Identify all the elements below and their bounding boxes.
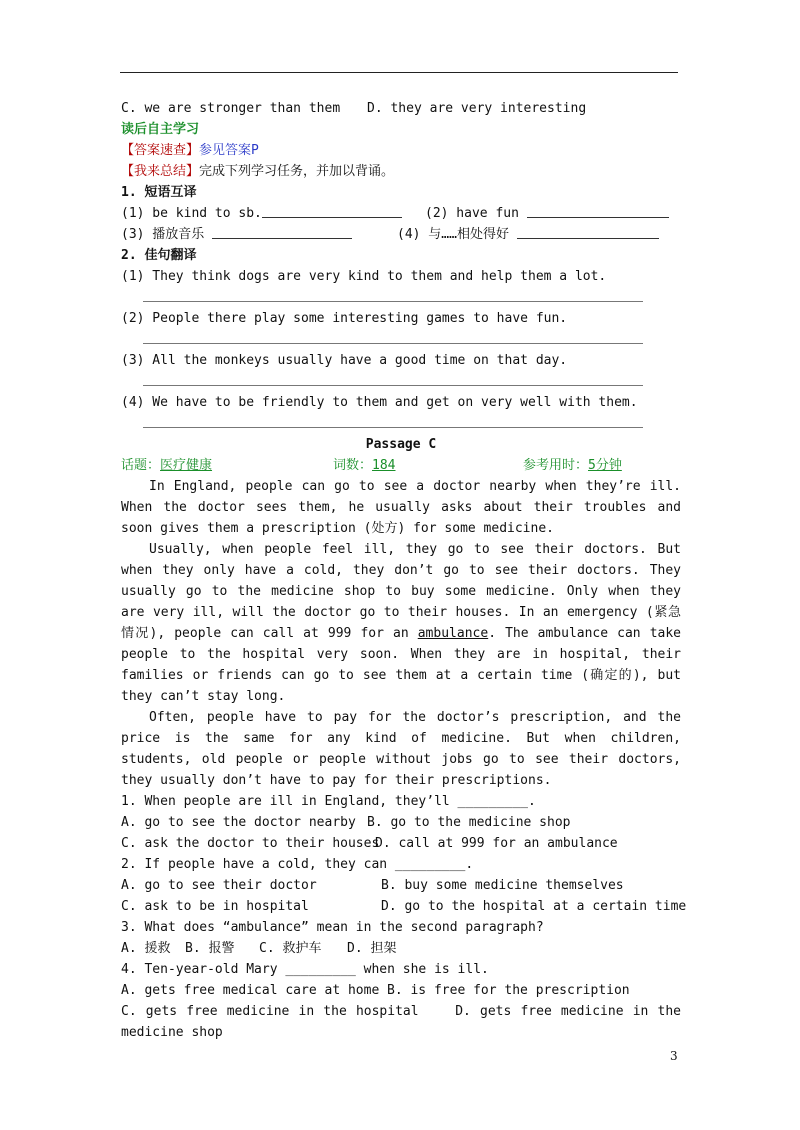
summary-tag: 【我来总结】	[121, 164, 200, 179]
q2-option-c: C. ask to be in hospital	[121, 899, 309, 914]
ambulance-term: ambulance	[417, 626, 489, 641]
q1-options-cd	[121, 833, 681, 854]
paragraph-2	[121, 539, 681, 707]
paragraph-2-a: Usually, when people feel ill, they go to see their doctors. But when they only have a cold, they don’t go to see their doctors. They usually go to the medicine shop to buy some medicine. Only when they are very ill, will the doctor go to their houses. In an emergency (紧急情况), people can call at 999 for an	[121, 542, 681, 641]
answer-check	[121, 140, 681, 161]
words-value: 184	[372, 458, 396, 473]
topic-value: 医疗健康	[160, 458, 213, 473]
sentence-3: (3) All the monkeys usually have a good time on that day.	[121, 353, 568, 368]
q2-option-a: A. go to see their doctor	[121, 878, 317, 893]
q3-option-c: C. 救护车	[259, 941, 322, 956]
paragraph-2-b: . The ambulance can take people to the hospital very soon. When they are in hospital, their families or friends can go to see them at a certain time (确定的), but they can’t stay long.	[121, 626, 682, 704]
time-value: 5分钟	[588, 458, 622, 473]
header-rule	[120, 72, 678, 73]
words-label: 词数：	[333, 458, 373, 473]
q3-options	[121, 938, 681, 959]
q2-option-d: D. go to the hospital at a certain time	[381, 899, 687, 914]
q2-option-b: B. buy some medicine themselves	[381, 878, 624, 893]
time-label: 参考用时：	[523, 458, 589, 473]
answer-line[interactable]	[121, 413, 681, 434]
answer-blank[interactable]	[517, 225, 659, 239]
q4-option-b: B. is free for the prescription	[387, 983, 630, 998]
sentence-1: (1) They think dogs are very kind to them and help them a lot.	[121, 269, 607, 284]
q2-options-cd	[121, 896, 687, 917]
phrase-4: (4) 与……相处得好	[397, 227, 509, 242]
phrase-2: (2) have fun	[425, 206, 519, 221]
q1-option-b: B. go to the medicine shop	[367, 815, 571, 830]
q1-option-d: D. call at 999 for an ambulance	[375, 836, 618, 851]
q3-option-d: D. 担架	[347, 941, 397, 956]
page-number: 3	[670, 1049, 678, 1063]
q4-options-cd	[121, 1001, 681, 1043]
question-3: 3. What does “ambulance” mean in the second paragraph?	[121, 920, 544, 935]
q3-option-b: B. 报警	[185, 941, 235, 956]
phrases-row-2	[121, 224, 681, 245]
question-4: 4. Ten-year-old Mary _________ when she is ill.	[121, 962, 489, 977]
sentences-heading: 2. 佳句翻译	[121, 248, 197, 263]
q2-options-ab	[121, 875, 681, 896]
answer-line[interactable]	[121, 287, 681, 308]
q4-option-c: C. gets free medicine in the hospital	[121, 1004, 419, 1019]
question-1: 1. When people are ill in England, they’ll _________.	[121, 794, 536, 809]
top-options-row	[121, 98, 681, 119]
sentence-2: (2) People there play some interesting games to have fun.	[121, 311, 568, 326]
phrases-row-1	[121, 203, 681, 224]
q4-options-ab	[121, 980, 681, 1001]
answer-blank[interactable]	[212, 225, 352, 239]
paragraph-3: Often, people have to pay for the doctor’s prescription, and the price is the same for any kind of medicine. But when children, students, old people or people without jobs go to see their doctors, they usually don’t have to pay for their prescriptions.	[121, 710, 681, 788]
passage-title: Passage C	[365, 437, 437, 452]
option-d: D. they are very interesting	[367, 101, 587, 116]
q1-option-c: C. ask the doctor to their houses	[121, 836, 380, 851]
q4-option-a: A. gets free medical care at home	[121, 983, 380, 998]
q1-options-ab	[121, 812, 681, 833]
answer-blank[interactable]	[262, 204, 402, 218]
answer-line[interactable]	[121, 329, 681, 350]
answer-check-tag: 【答案速查】	[121, 143, 200, 158]
summary	[121, 161, 681, 182]
q3-option-a: A. 援救	[121, 941, 171, 956]
answer-line[interactable]	[121, 371, 681, 392]
passage-meta	[121, 455, 681, 476]
phrases-heading: 1. 短语互译	[121, 185, 197, 200]
sentence-4: (4) We have to be friendly to them and get on very well with them.	[121, 395, 638, 410]
question-2: 2. If people have a cold, they can _________.	[121, 857, 474, 872]
phrase-1: (1) be kind to sb.	[121, 206, 262, 221]
document-page	[121, 98, 687, 1043]
q4-option-d: D. gets free medicine in the medicine shop	[121, 1004, 681, 1040]
paragraph-1: In England, people can go to see a doctor nearby when they’re ill. When the doctor sees them, he usually asks about their troubles and soon gives them a prescription (处方) for some medicine.	[121, 479, 681, 536]
phrase-3: (3) 播放音乐	[121, 227, 205, 242]
q1-option-a: A. go to see the doctor nearby	[121, 815, 356, 830]
section-title: 读后自主学习	[121, 122, 200, 137]
topic-label: 话题：	[121, 458, 161, 473]
summary-text: 完成下列学习任务，并加以背诵。	[199, 164, 395, 179]
answer-blank[interactable]	[527, 204, 669, 218]
answer-check-text: 参见答案P	[199, 143, 259, 158]
option-c: C. we are stronger than them	[121, 101, 341, 116]
